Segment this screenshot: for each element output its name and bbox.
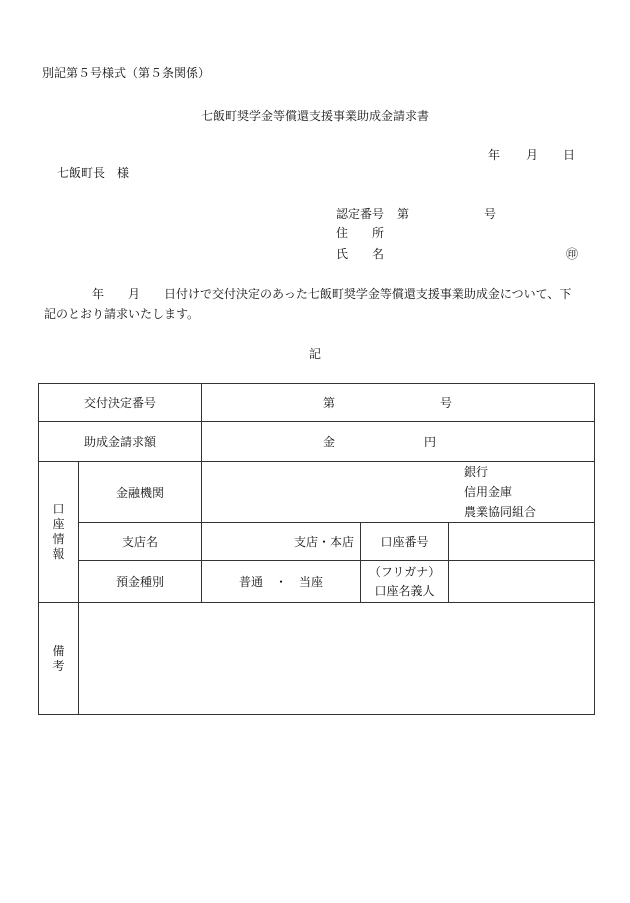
page-title: 七飯町奨学金等償還支援事業助成金請求書 — [201, 109, 430, 123]
decision-number-prefix: 第 — [323, 396, 336, 410]
account-info-label: 口 座 情 報 — [39, 462, 79, 603]
remarks-label: 備 考 — [39, 603, 79, 715]
deposit-type-label: 預金種別 — [79, 561, 202, 603]
holder-value — [449, 561, 595, 603]
branch-options: 支店・本店 — [202, 523, 361, 561]
holder-label: 口座名義人 — [374, 583, 435, 598]
institution-row — [39, 462, 595, 523]
form-label: 別記第５号様式（第５条関係） — [42, 66, 211, 80]
holder-label-cell — [361, 561, 449, 603]
addressee: 七飯町長 様 — [57, 166, 130, 180]
decision-number-suffix: 号 — [440, 396, 453, 410]
body-line-1: 年 月 日付けで交付決定のあった七飯町奨学金等償還支援事業助成金について、下 — [92, 287, 572, 301]
cert-prefix: 第 — [397, 207, 410, 221]
branch-row — [39, 523, 595, 561]
request-table — [38, 383, 595, 715]
institution-types — [202, 462, 595, 523]
amount-label: 助成金請求額 — [39, 422, 202, 462]
address-label: 住 所 — [336, 226, 385, 240]
date-month: 月 — [526, 148, 539, 162]
decision-number-label: 交付決定番号 — [39, 384, 202, 422]
institution-type-bank: 銀行 — [464, 465, 489, 479]
branch-label: 支店名 — [79, 523, 202, 561]
institution-label: 金融機関 — [79, 462, 202, 523]
ki-heading: 記 — [309, 347, 322, 361]
seal-mark: ㊞ — [566, 247, 579, 261]
account-number-value — [449, 523, 595, 561]
date-year: 年 — [488, 148, 501, 162]
account-number-label: 口座番号 — [361, 523, 449, 561]
amount-suffix: 円 — [424, 435, 437, 449]
name-label: 氏 名 — [336, 247, 385, 261]
deposit-options: 普通 ・ 当座 — [202, 561, 361, 603]
amount-row — [39, 422, 595, 462]
amount-cell — [202, 422, 595, 462]
decision-number-row — [39, 384, 595, 422]
institution-type-credit: 信用金庫 — [464, 485, 513, 499]
remarks-value — [79, 603, 595, 715]
body-line-2: 記のとおり請求いたします。 — [44, 307, 200, 321]
decision-number-cell — [202, 384, 595, 422]
amount-prefix: 金 — [323, 435, 336, 449]
date-day: 日 — [563, 148, 576, 162]
cert-suffix: 号 — [484, 207, 497, 221]
institution-type-agri: 農業協同組合 — [464, 505, 537, 519]
remarks-row — [39, 603, 595, 715]
cert-label: 認定番号 — [336, 207, 385, 221]
deposit-row — [39, 561, 595, 603]
furigana-label: （フリガナ） — [368, 564, 441, 579]
